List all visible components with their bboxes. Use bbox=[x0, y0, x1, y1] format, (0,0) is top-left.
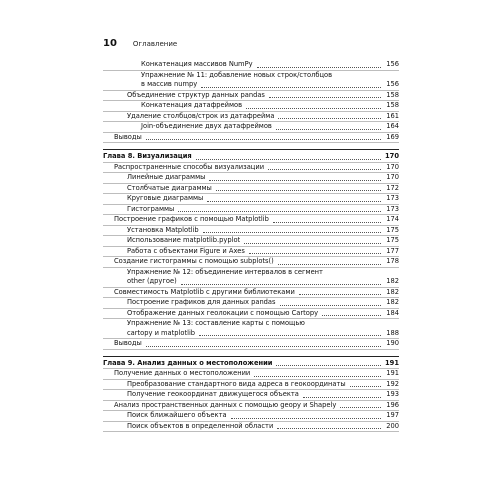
toc-entry-title: Упражнение № 13: составление карты с помощью cartopy и matplotlib bbox=[127, 319, 305, 337]
toc-entry[interactable] bbox=[103, 205, 399, 216]
toc-page-number: 170 bbox=[383, 152, 399, 162]
toc-page-number: 192 bbox=[383, 380, 399, 390]
running-title: Оглавление bbox=[132, 40, 178, 48]
toc-entry-title: Join-объединение двух датафреймов bbox=[141, 122, 272, 130]
dot-leader bbox=[207, 201, 381, 202]
toc-page-number: 173 bbox=[383, 205, 399, 215]
dot-leader bbox=[249, 253, 381, 254]
toc-entry-title: Отображение данных геолокации с помощью Cartopy bbox=[127, 308, 319, 317]
page-header bbox=[103, 38, 177, 49]
dot-leader bbox=[231, 418, 381, 419]
toc-entry-title: Глава 8. Визуализация bbox=[103, 152, 192, 160]
toc-entry[interactable] bbox=[103, 380, 399, 391]
toc-page-number: 182 bbox=[383, 298, 399, 308]
toc-page-number: 158 bbox=[383, 91, 399, 101]
toc-entry[interactable] bbox=[103, 298, 399, 309]
toc-page-number: 191 bbox=[383, 369, 399, 379]
toc-page-number: 170 bbox=[383, 173, 399, 183]
toc-entry-title: Объединение структур данных pandas bbox=[127, 90, 265, 99]
dot-leader bbox=[254, 376, 381, 377]
dot-leader bbox=[280, 305, 381, 306]
toc-entry[interactable] bbox=[103, 401, 399, 412]
toc-page-number: 196 bbox=[383, 401, 399, 411]
dot-leader bbox=[277, 428, 381, 429]
chapter-divider bbox=[103, 149, 399, 150]
toc-entry-title: Работа с объектами Figure и Axes bbox=[127, 246, 245, 255]
dot-leader bbox=[276, 129, 381, 130]
toc-page-number: 197 bbox=[383, 411, 399, 421]
toc-entry-title: Преобразование стандартного вида адреса в геокоординаты bbox=[127, 379, 346, 388]
toc-entry-title: Упражнение № 11: добавление новых строк/столбцов в массив numpy bbox=[141, 70, 333, 88]
toc-page-number: 158 bbox=[383, 101, 399, 111]
dot-leader bbox=[268, 169, 381, 170]
chapter-divider bbox=[103, 356, 399, 357]
toc-entry[interactable] bbox=[103, 257, 399, 268]
toc-entry[interactable] bbox=[103, 247, 399, 258]
dot-leader bbox=[196, 159, 381, 160]
dot-leader bbox=[303, 397, 381, 398]
toc-page-number: 174 bbox=[383, 215, 399, 225]
toc-entry[interactable] bbox=[103, 268, 399, 288]
toc-page-number: 156 bbox=[383, 80, 399, 90]
toc-entry[interactable] bbox=[103, 411, 399, 422]
toc-entry[interactable] bbox=[103, 133, 399, 144]
toc-entry-title: Упражнение № 12: объединение интервалов в сегмент other (другое) bbox=[127, 267, 323, 285]
toc-entry-title: Использование matplotlib.pyplot bbox=[127, 236, 241, 244]
toc-entry-title: Выводы bbox=[114, 339, 142, 347]
toc-entry[interactable] bbox=[103, 390, 399, 401]
toc-entry[interactable] bbox=[103, 339, 399, 350]
dot-leader bbox=[257, 67, 381, 68]
toc-page-number: 182 bbox=[383, 288, 399, 298]
toc-page-number: 175 bbox=[383, 226, 399, 236]
dot-leader bbox=[246, 108, 381, 109]
toc-entry[interactable] bbox=[103, 288, 399, 299]
toc-entry[interactable] bbox=[103, 163, 399, 174]
toc-entry[interactable] bbox=[103, 71, 399, 91]
dot-leader bbox=[273, 222, 381, 223]
toc-page-number: 156 bbox=[383, 60, 399, 70]
toc-page-number: 182 bbox=[383, 277, 399, 287]
toc-entry[interactable] bbox=[103, 184, 399, 195]
toc-entry-title: Конкатенация массивов NumPy bbox=[141, 60, 253, 68]
toc-entry-title: Удаление столбцов/строк из датафрейма bbox=[127, 111, 275, 120]
toc-page-number: 177 bbox=[383, 247, 399, 257]
dot-leader bbox=[244, 243, 381, 244]
toc-page-number: 164 bbox=[383, 122, 399, 132]
toc-entry-title: Поиск объектов в определенной области bbox=[127, 421, 274, 430]
toc-entry-title: Построение графиков для данных pandas bbox=[127, 298, 276, 306]
dot-leader bbox=[276, 365, 381, 366]
toc-page-number: 170 bbox=[383, 163, 399, 173]
dot-leader bbox=[146, 139, 381, 140]
dot-leader bbox=[340, 407, 381, 408]
dot-leader bbox=[299, 294, 381, 295]
dot-leader bbox=[203, 232, 381, 233]
dot-leader bbox=[181, 284, 381, 285]
toc-entry[interactable] bbox=[103, 112, 399, 123]
toc-page-number: 200 bbox=[383, 422, 399, 432]
toc-entry-title: Столбчатые диаграммы bbox=[127, 183, 212, 192]
toc-page-number: 172 bbox=[383, 184, 399, 194]
toc-entry[interactable] bbox=[103, 215, 399, 226]
dot-leader bbox=[146, 346, 381, 347]
toc-entry[interactable] bbox=[103, 60, 399, 71]
toc-page-number: 161 bbox=[383, 112, 399, 122]
toc-entry[interactable] bbox=[103, 101, 399, 112]
toc-page-number: 175 bbox=[383, 236, 399, 246]
toc-entry[interactable] bbox=[103, 422, 399, 433]
toc-entry-title: Гистограммы bbox=[127, 204, 175, 213]
toc-entry-title: Круговые диаграммы bbox=[127, 194, 204, 202]
toc-chapter-entry[interactable] bbox=[103, 359, 399, 370]
toc-entry[interactable] bbox=[103, 236, 399, 247]
toc-page-number: 169 bbox=[383, 133, 399, 143]
dot-leader bbox=[216, 190, 381, 191]
toc-entry-title: Получение геокоординат движущегося объекта bbox=[127, 390, 299, 398]
toc-chapter-entry[interactable] bbox=[103, 152, 399, 163]
dot-leader bbox=[322, 315, 381, 316]
toc-entry[interactable] bbox=[103, 319, 399, 339]
toc-entry-title: Поиск ближайшего объекта bbox=[127, 411, 227, 419]
toc-entry-title: Анализ пространственных данных с помощью geopy и Shapely bbox=[114, 400, 337, 409]
toc-entry[interactable] bbox=[103, 194, 399, 205]
toc-page-number: 184 bbox=[383, 309, 399, 319]
toc-entry[interactable] bbox=[103, 309, 399, 320]
toc-entry-title: Создание гистограммы с помощью subplots() bbox=[114, 257, 274, 265]
dot-leader bbox=[201, 87, 381, 88]
toc-page-number: 191 bbox=[383, 359, 399, 369]
toc-entry[interactable] bbox=[103, 226, 399, 237]
dot-leader bbox=[209, 180, 381, 181]
toc-entry-title: Выводы bbox=[114, 132, 142, 141]
toc-page-number: 173 bbox=[383, 194, 399, 204]
toc-entry[interactable] bbox=[103, 369, 399, 380]
toc-page-number: 190 bbox=[383, 339, 399, 349]
toc-entry[interactable] bbox=[103, 91, 399, 102]
dot-leader bbox=[350, 386, 381, 387]
toc-entry[interactable] bbox=[103, 173, 399, 184]
toc-page-number: 188 bbox=[383, 329, 399, 339]
toc-entry-title: Глава 9. Анализ данных о местоположении bbox=[103, 358, 273, 367]
toc-entry[interactable] bbox=[103, 122, 399, 133]
table-of-contents bbox=[103, 60, 399, 432]
page-number: 10 bbox=[103, 38, 117, 49]
dot-leader bbox=[278, 118, 381, 119]
toc-page-number: 178 bbox=[383, 257, 399, 267]
dot-leader bbox=[199, 335, 381, 336]
toc-page-number: 193 bbox=[383, 390, 399, 400]
toc-entry-title: Конкатенация датафреймов bbox=[141, 101, 243, 109]
toc-entry-title: Установка Matplotlib bbox=[127, 225, 199, 234]
dot-leader bbox=[269, 97, 381, 98]
toc-entry-title: Совместимость Matplotlib с другими библиотеками bbox=[114, 287, 295, 296]
dot-leader bbox=[178, 211, 381, 212]
toc-entry-title: Линейные диаграммы bbox=[127, 173, 206, 181]
dot-leader bbox=[278, 264, 381, 265]
toc-entry-title: Построение графиков с помощью Matplotlib bbox=[114, 215, 269, 223]
toc-entry-title: Распространенные способы визуализации bbox=[114, 162, 265, 171]
toc-entry-title: Получение данных о местоположении bbox=[114, 369, 251, 377]
